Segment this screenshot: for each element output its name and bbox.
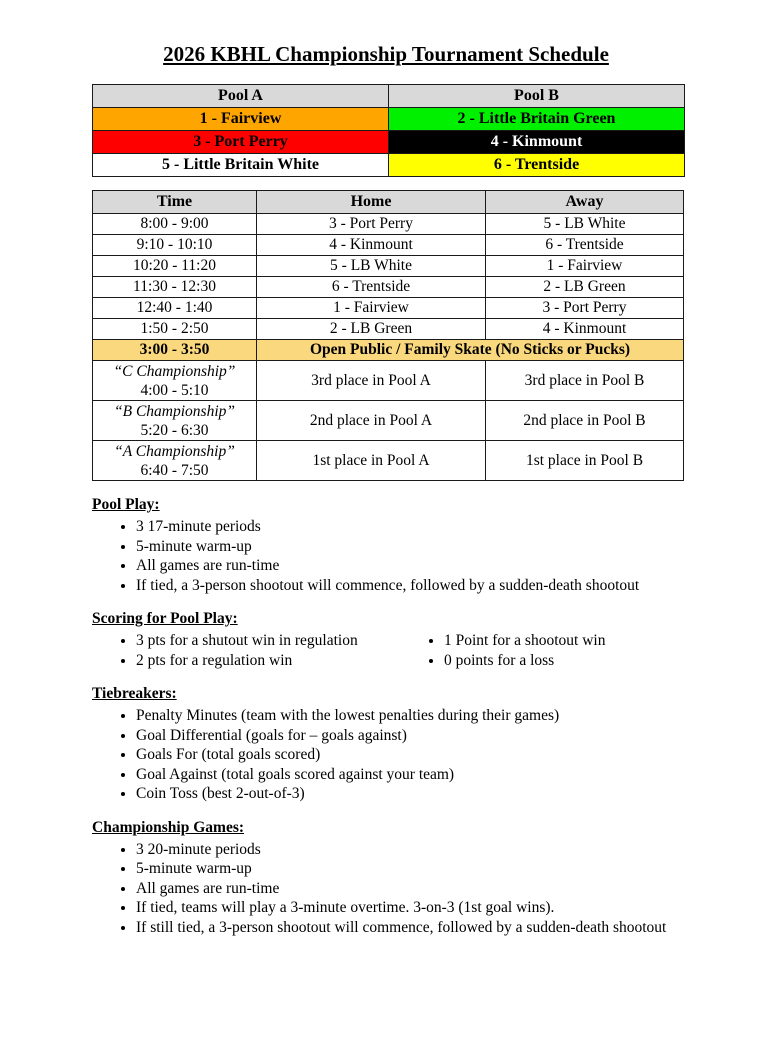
rule-section bbox=[92, 496, 732, 595]
pool-team-cell: 1 - Fairview bbox=[93, 108, 389, 131]
bullet-item: • 0 points for a loss bbox=[444, 651, 605, 671]
championship-time-cell bbox=[93, 441, 257, 481]
championship-title: “B Championship” bbox=[113, 402, 235, 420]
bullet-list bbox=[400, 631, 605, 670]
bullet-item: • 3 pts for a shutout win in regulation bbox=[136, 631, 400, 651]
schedule-row bbox=[93, 441, 684, 481]
time-cell: 8:00 - 9:00 bbox=[93, 214, 257, 235]
time-cell: 10:20 - 11:20 bbox=[93, 256, 257, 277]
bullet-item: • All games are run-time bbox=[136, 879, 732, 899]
bullet-list bbox=[92, 517, 732, 595]
bullet-list bbox=[92, 706, 732, 804]
rule-section bbox=[92, 610, 732, 670]
schedule-row bbox=[93, 256, 684, 277]
championship-time-cell bbox=[93, 361, 257, 401]
schedule-row bbox=[93, 235, 684, 256]
pool-b-header: Pool B bbox=[389, 85, 685, 108]
pool-team-cell: 3 - Port Perry bbox=[93, 131, 389, 154]
home-cell: 6 - Trentside bbox=[257, 277, 486, 298]
home-cell: 1st place in Pool A bbox=[257, 441, 486, 481]
bullet-item: • Coin Toss (best 2-out-of-3) bbox=[136, 784, 732, 804]
home-cell: 2nd place in Pool A bbox=[257, 401, 486, 441]
bullet-item: • Penalty Minutes (team with the lowest penalties during their games) bbox=[136, 706, 732, 726]
away-cell: 2 - LB Green bbox=[486, 277, 684, 298]
bullet-item: • 1 Point for a shootout win bbox=[444, 631, 605, 651]
championship-time: 4:00 - 5:10 bbox=[140, 381, 209, 399]
away-cell: 3rd place in Pool B bbox=[486, 361, 684, 401]
championship-time-cell bbox=[93, 401, 257, 441]
away-cell: 4 - Kinmount bbox=[486, 319, 684, 340]
away-cell: 1 - Fairview bbox=[486, 256, 684, 277]
bullet-item: • If still tied, a 3-person shootout will commence, followed by a sudden-death shootout bbox=[136, 918, 732, 938]
bullet-item: • 3 17-minute periods bbox=[136, 517, 732, 537]
bullet-item: • If tied, teams will play a 3-minute overtime. 3-on-3 (1st goal wins). bbox=[136, 898, 732, 918]
home-cell: 3rd place in Pool A bbox=[257, 361, 486, 401]
rule-section bbox=[92, 685, 732, 804]
skate-label-cell: Open Public / Family Skate (No Sticks or Pucks) bbox=[257, 340, 684, 361]
championship-time: 5:20 - 6:30 bbox=[140, 421, 209, 439]
pool-a-header: Pool A bbox=[93, 85, 389, 108]
home-cell: 4 - Kinmount bbox=[257, 235, 486, 256]
bullet-columns bbox=[92, 628, 732, 670]
section-heading: Scoring for Pool Play: bbox=[92, 610, 238, 627]
time-cell: 11:30 - 12:30 bbox=[93, 277, 257, 298]
time-cell: 12:40 - 1:40 bbox=[93, 298, 257, 319]
pool-header-row bbox=[93, 85, 685, 108]
rules-sections bbox=[0, 496, 772, 937]
home-cell: 2 - LB Green bbox=[257, 319, 486, 340]
bullet-item: • Goal Against (total goals scored against your team) bbox=[136, 765, 732, 785]
pool-team-cell: 2 - Little Britain Green bbox=[389, 108, 685, 131]
rule-section bbox=[92, 819, 732, 938]
away-cell: 6 - Trentside bbox=[486, 235, 684, 256]
away-cell: 3 - Port Perry bbox=[486, 298, 684, 319]
away-cell: 1st place in Pool B bbox=[486, 441, 684, 481]
bullet-item: • 5-minute warm-up bbox=[136, 537, 732, 557]
bullet-list bbox=[92, 631, 400, 670]
section-heading: Championship Games: bbox=[92, 818, 245, 836]
pool-table bbox=[92, 84, 685, 177]
home-cell: 5 - LB White bbox=[257, 256, 486, 277]
section-heading: Tiebreakers: bbox=[92, 685, 177, 702]
bullet-item: • 3 20-minute periods bbox=[136, 840, 732, 860]
pool-row bbox=[93, 154, 685, 177]
document-page bbox=[0, 42, 772, 1042]
bullet-item: • All games are run-time bbox=[136, 556, 732, 576]
schedule-row bbox=[93, 277, 684, 298]
home-cell: 1 - Fairview bbox=[257, 298, 486, 319]
bullet-item: • Goal Differential (goals for – goals against) bbox=[136, 726, 732, 746]
schedule-header-row bbox=[93, 191, 684, 214]
schedule-row bbox=[93, 298, 684, 319]
pool-row bbox=[93, 108, 685, 131]
bullet-list bbox=[92, 840, 732, 938]
time-cell: 9:10 - 10:10 bbox=[93, 235, 257, 256]
pool-team-cell: 6 - Trentside bbox=[389, 154, 685, 177]
pool-row bbox=[93, 131, 685, 154]
schedule-row bbox=[93, 361, 684, 401]
home-cell: 3 - Port Perry bbox=[257, 214, 486, 235]
page-title: 2026 KBHL Championship Tournament Schedule bbox=[163, 42, 609, 66]
schedule-row bbox=[93, 319, 684, 340]
away-cell: 2nd place in Pool B bbox=[486, 401, 684, 441]
schedule-row bbox=[93, 340, 684, 361]
schedule-row bbox=[93, 401, 684, 441]
time-column-header: Time bbox=[93, 191, 257, 214]
championship-time: 6:40 - 7:50 bbox=[140, 461, 209, 479]
away-column-header: Away bbox=[486, 191, 684, 214]
bullet-item: • 5-minute warm-up bbox=[136, 859, 732, 879]
championship-title: “C Championship” bbox=[113, 362, 236, 380]
pool-team-cell: 5 - Little Britain White bbox=[93, 154, 389, 177]
time-cell: 1:50 - 2:50 bbox=[93, 319, 257, 340]
schedule-table bbox=[92, 190, 684, 481]
schedule-row bbox=[93, 214, 684, 235]
away-cell: 5 - LB White bbox=[486, 214, 684, 235]
bullet-item: • If tied, a 3-person shootout will commence, followed by a sudden-death shootout bbox=[136, 576, 732, 596]
championship-title: “A Championship” bbox=[114, 442, 235, 460]
home-column-header: Home bbox=[257, 191, 486, 214]
bullet-item: • Goals For (total goals scored) bbox=[136, 745, 732, 765]
pool-team-cell: 4 - Kinmount bbox=[389, 131, 685, 154]
section-heading: Pool Play: bbox=[92, 496, 160, 513]
bullet-item: • 2 pts for a regulation win bbox=[136, 651, 400, 671]
skate-time-cell: 3:00 - 3:50 bbox=[93, 340, 257, 361]
